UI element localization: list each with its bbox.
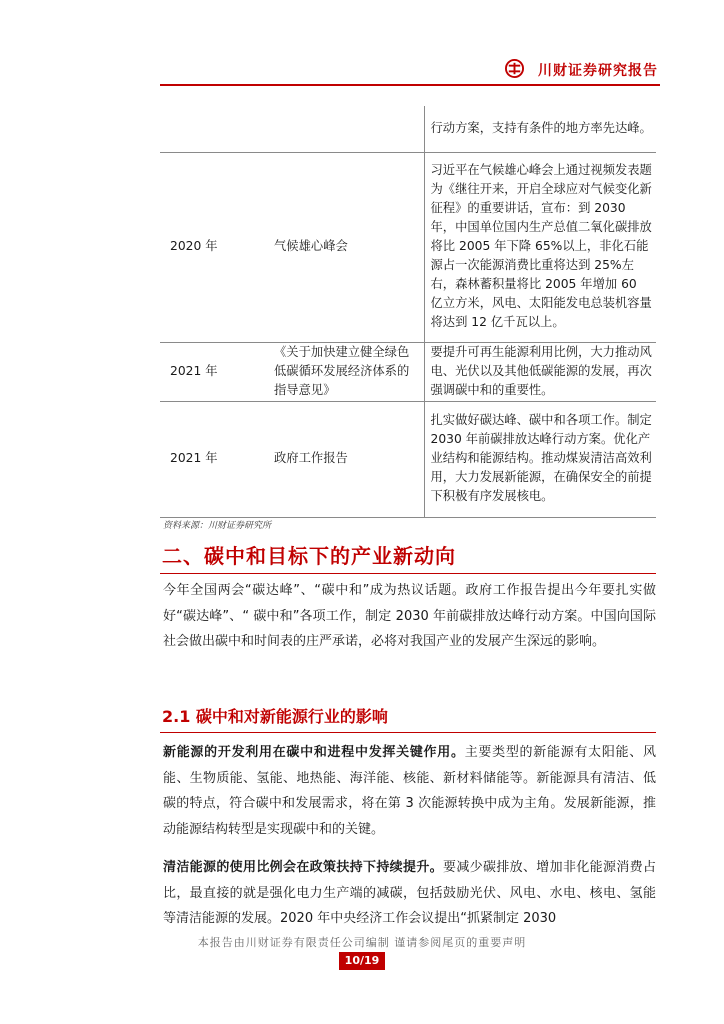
year-cell: 2020 年 bbox=[160, 152, 264, 342]
intro-paragraph: 今年全国两会“碳达峰”、“碳中和”成为热议话题。政府工作报告提出今年要扎实做好“碳达峰”、“ 碳中和”各项工作，制定 2030 年前碳排放达峰行动方案。中国向国际社会做出碳中和时间表的庄严承诺，必将对我国产业的发展产生深远的影响。 bbox=[163, 583, 656, 649]
page-number: 10/19 bbox=[339, 952, 385, 970]
year-cell: 2021 年 bbox=[160, 342, 264, 401]
table-row bbox=[160, 401, 656, 517]
paragraph-body: 要减少碳排放、增加非化能源消费占比，最直接的就是强化电力生产端的减碳，包括鼓励光伏、风电、水电、核电、氢能等清洁能源的发展。2020 年中央经济工作会议提出“抓紧制定 2030 bbox=[163, 860, 656, 926]
year-cell bbox=[160, 106, 264, 152]
content-cell bbox=[424, 342, 656, 401]
section-title: 二、碳中和目标下的产业新动向 bbox=[162, 544, 456, 568]
footer-disclaimer: 本报告由川财证券有限责任公司编制 谨请参阅尾页的重要声明 bbox=[197, 936, 527, 949]
content-cell bbox=[424, 106, 656, 152]
table-row bbox=[160, 106, 656, 152]
content-cell bbox=[424, 152, 656, 342]
paragraph-lead: 新能源的开发利用在碳中和进程中发挥关键作用。 bbox=[163, 745, 465, 760]
event-cell bbox=[264, 342, 424, 401]
paragraph-lead: 清洁能源的使用比例会在政策扶持下持续提升。 bbox=[163, 860, 443, 875]
subsection-title: 2.1 碳中和对新能源行业的影响 bbox=[162, 707, 388, 726]
paragraph-body: 主要类型的新能源有太阳能、风能、生物质能、氢能、地热能、海洋能、核能、新材料储能等。新能源具有清洁、低碳的特点，符合碳中和发展需求，将在第 3 次能源转换中成为主角。发展新能源，推动能源结构转型是实现碳中和的关键。 bbox=[163, 745, 656, 837]
table-row bbox=[160, 152, 656, 342]
body-paragraph bbox=[163, 855, 656, 932]
brand-name: 川财证券研究报告 bbox=[538, 63, 658, 79]
content-text: 要提升可再生能源利用比例，大力推动风电、光伏以及其他低碳能源的发展，再次强调碳中和的重要性。 bbox=[430, 344, 652, 397]
event-cell: 气候雄心峰会 bbox=[264, 152, 424, 342]
header-divider bbox=[160, 84, 660, 86]
policy-table bbox=[160, 106, 656, 518]
content-text: 习近平在气候雄心峰会上通过视频发表题为《继往开来，开启全球应对气候变化新征程》的重要讲话，宣布：到 2030 年，中国单位国内生产总值二氧化碳排放将比 2005 年下降 65%以上，非化石能源占一次能源消费比重将达到 25%左右，森林蓄积量将比 2005 年增加 60 亿立方米，风电、太阳能发电总装机容量将达到 12 亿千瓦以上。 bbox=[430, 163, 652, 329]
body-paragraph bbox=[163, 740, 656, 842]
table-row bbox=[160, 342, 656, 401]
event-cell bbox=[264, 106, 424, 152]
page-header bbox=[160, 52, 660, 86]
content-text: 行动方案，支持有条件的地方率先达峰。 bbox=[430, 120, 652, 135]
year-cell: 2021 年 bbox=[160, 401, 264, 517]
event-cell: 政府工作报告 bbox=[264, 401, 424, 517]
subsection-heading bbox=[160, 700, 656, 733]
content-text: 扎实做好碳达峰、碳中和各项工作。制定 2030 年前碳排放达峰行动方案。优化产业结构和能源结构。推动煤炭清洁高效利用，大力发展新能源，在确保安全的前提下积极有序发展核电。 bbox=[430, 413, 652, 503]
content-cell bbox=[424, 401, 656, 517]
section-heading bbox=[160, 536, 656, 574]
event-text: 《关于加快建立健全绿色低碳循环发展经济体系的指导意见》 bbox=[274, 344, 410, 397]
table-source: 资料来源：川财证券研究所 bbox=[163, 521, 272, 531]
chuancai-logo-icon bbox=[505, 59, 524, 78]
